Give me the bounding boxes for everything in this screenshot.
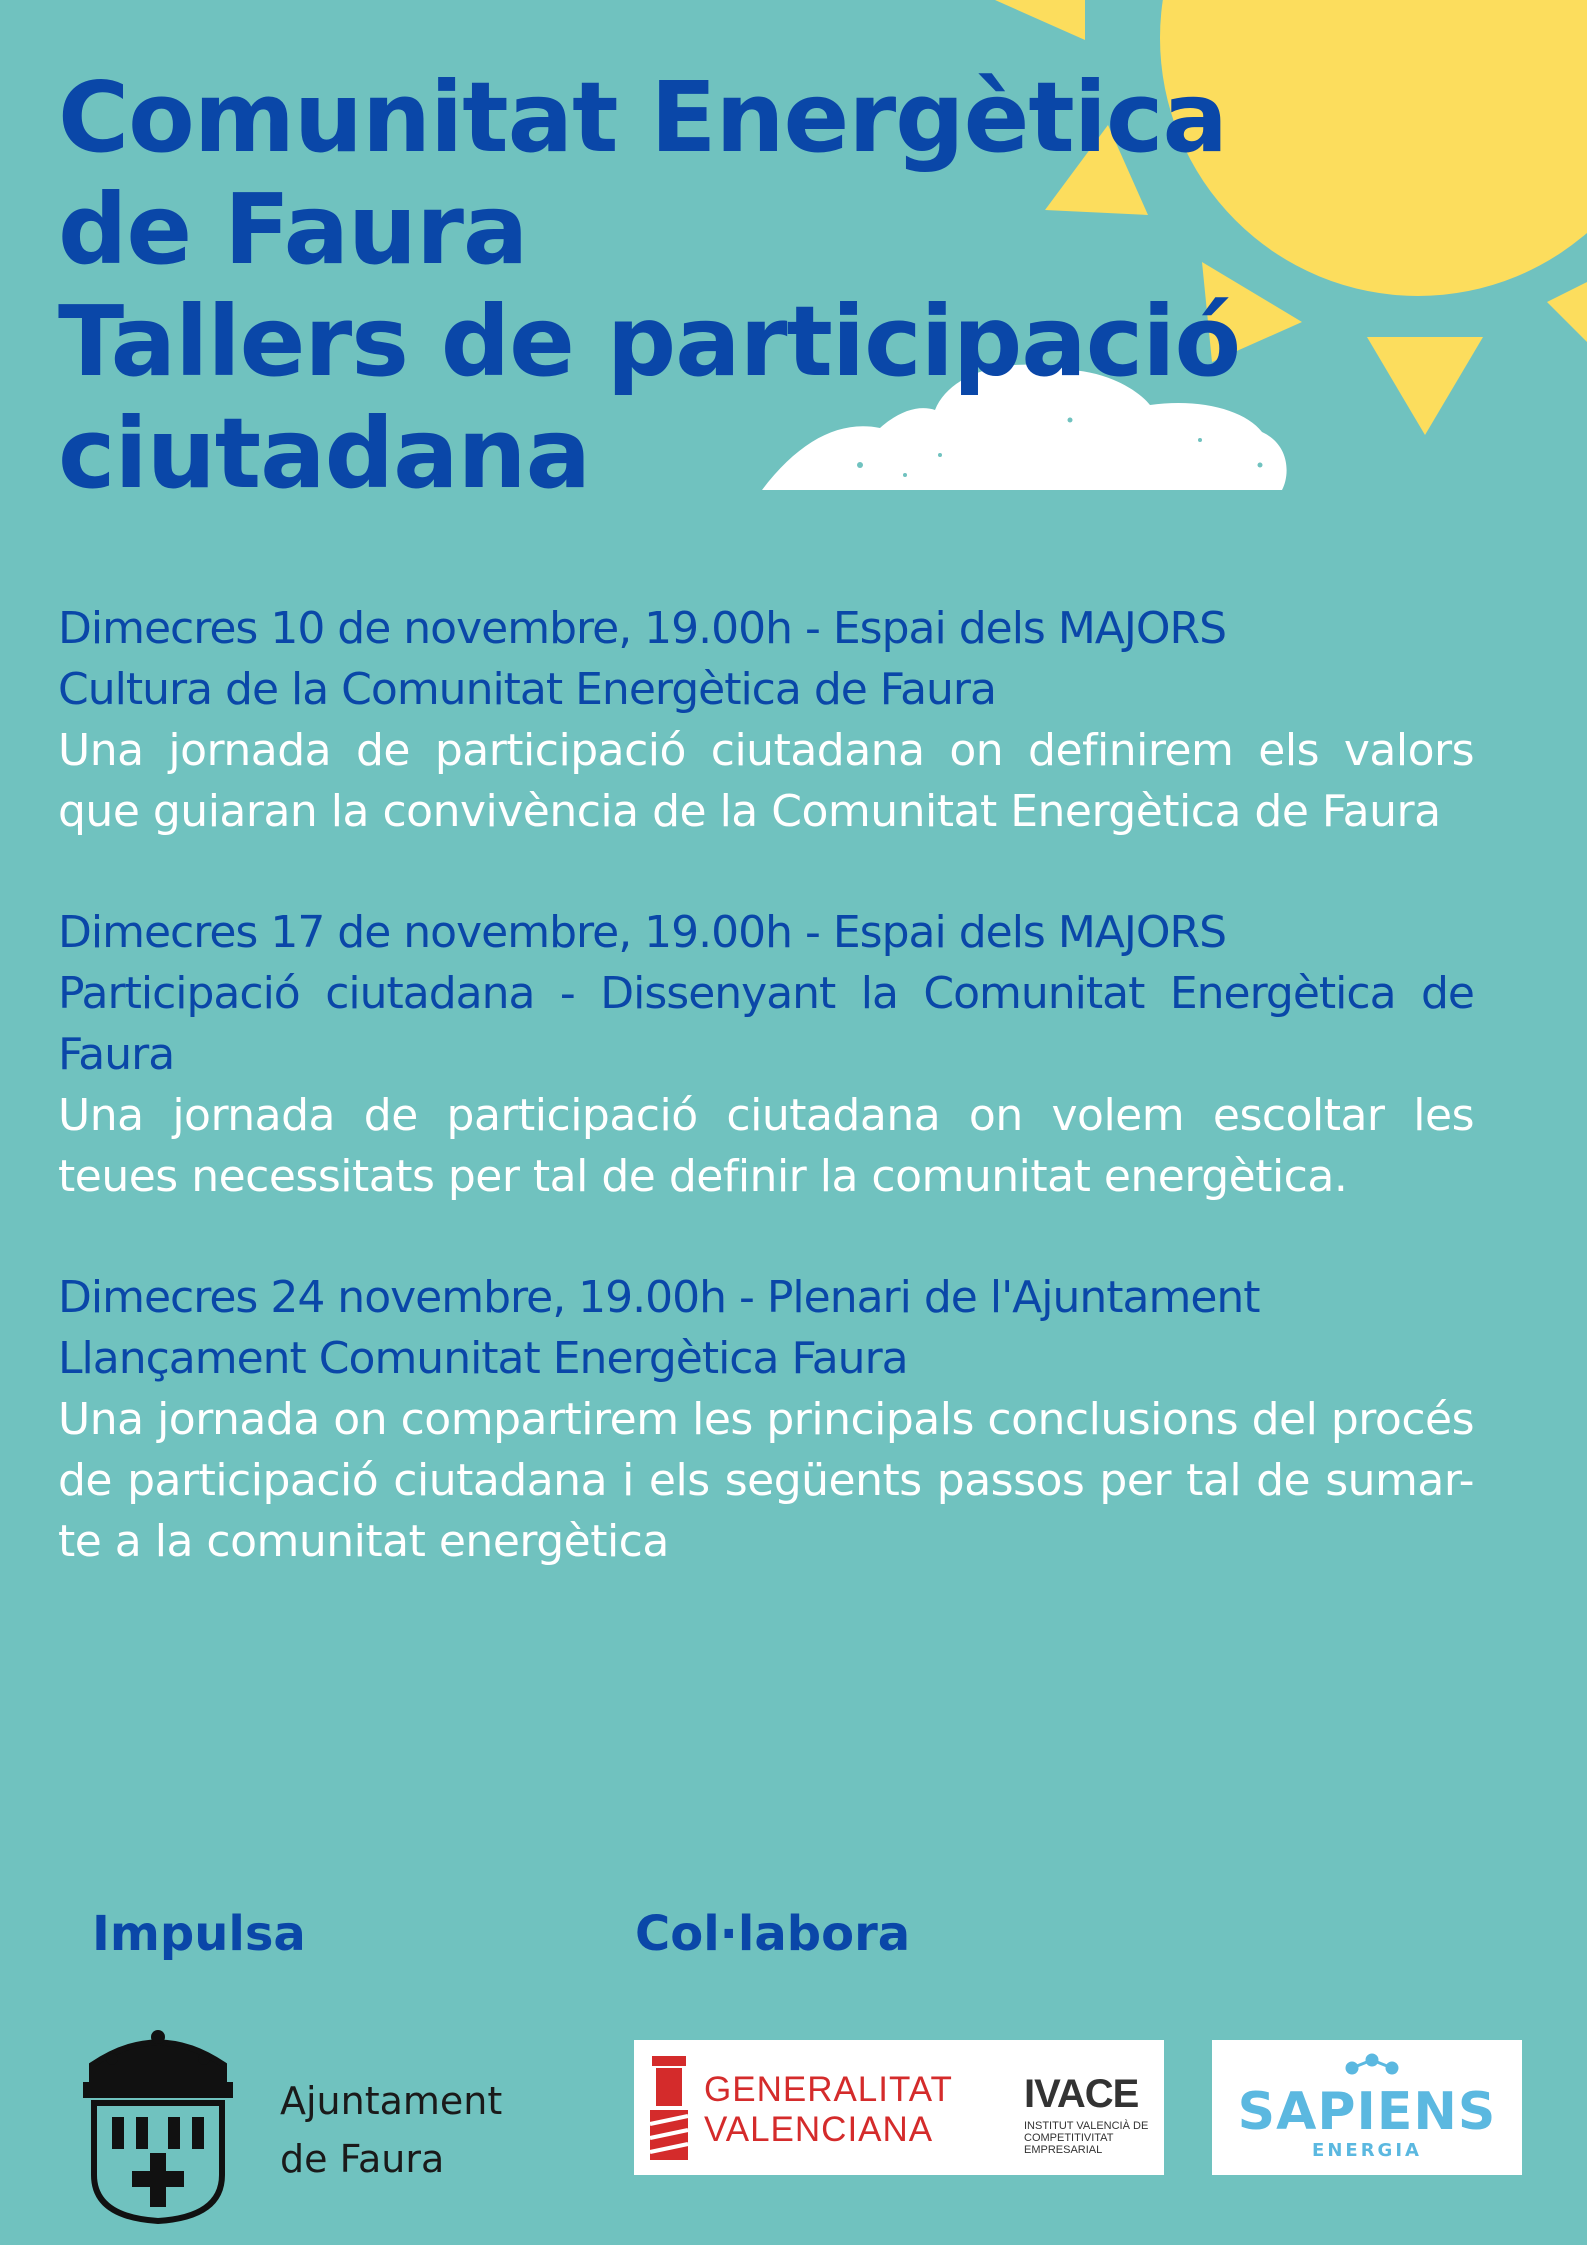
event-item: [58, 1267, 1474, 1572]
collabora-label: Col·labora: [635, 1906, 911, 1962]
event-item: [58, 598, 1474, 842]
ivace-subtitle: INSTITUT VALENCIÀ DE COMPETITIVITAT EMPRESARIAL: [1024, 2120, 1149, 2156]
title-line: de Faura: [58, 173, 528, 286]
molecule-icon: [1332, 2048, 1412, 2084]
events-list: [58, 598, 1474, 1632]
event-date-place: Dimecres 24 novembre, 19.00h - Plenari de l'Ajuntament: [58, 1272, 1260, 1323]
event-item: [58, 902, 1474, 1207]
event-topic: Cultura de la Comunitat Energètica de Faura: [58, 664, 996, 715]
title-line: Tallers de participació: [58, 285, 1241, 398]
title-line: ciutadana: [58, 397, 591, 510]
faura-coat-of-arms-icon: [72, 2025, 244, 2225]
event-topic: Participació ciutadana - Dissenyant la Comunitat Energètica de Faura: [58, 968, 1474, 1080]
event-date-place: Dimecres 10 de novembre, 19.00h - Espai dels MAJORS: [58, 603, 1227, 654]
ajuntament-name: Ajuntament de Faura: [280, 2079, 503, 2181]
event-heading: [58, 598, 1474, 720]
event-description: Una jornada de participació ciutadana on definirem els valors que guiaran la convivència de la Comunitat Energètica de Faura: [58, 725, 1474, 837]
title-line: Comunitat Energètica: [58, 61, 1227, 174]
sapiens-title: SAPIENS: [1237, 2082, 1497, 2142]
generalitat-ivace-logo: [634, 2040, 1164, 2175]
event-date-place: Dimecres 17 de novembre, 19.00h - Espai dels MAJORS: [58, 907, 1227, 958]
event-heading: [58, 1267, 1474, 1389]
generalitat-text: GENERALITAT VALENCIANA: [704, 2070, 953, 2149]
event-description: Una jornada de participació ciutadana on volem escoltar les teues necessitats per tal de definir la comunitat energètica.: [58, 1090, 1474, 1202]
sapiens-subtitle: ENERGIA: [1312, 2140, 1422, 2161]
event-description: Una jornada on compartirem les principals conclusions del procés de participació ciutadana i els següents passos per tal de sumar-te a la comunitat energètica: [58, 1394, 1474, 1567]
sapiens-logo: [1212, 2040, 1522, 2175]
impulsa-label: Impulsa: [92, 1906, 306, 1962]
page-title: [58, 62, 1240, 510]
event-topic: Llançament Comunitat Energètica Faura: [58, 1333, 908, 1384]
ivace-title: IVACE: [1024, 2072, 1139, 2116]
event-heading: [58, 902, 1474, 1085]
generalitat-emblem-icon: [644, 2054, 694, 2164]
